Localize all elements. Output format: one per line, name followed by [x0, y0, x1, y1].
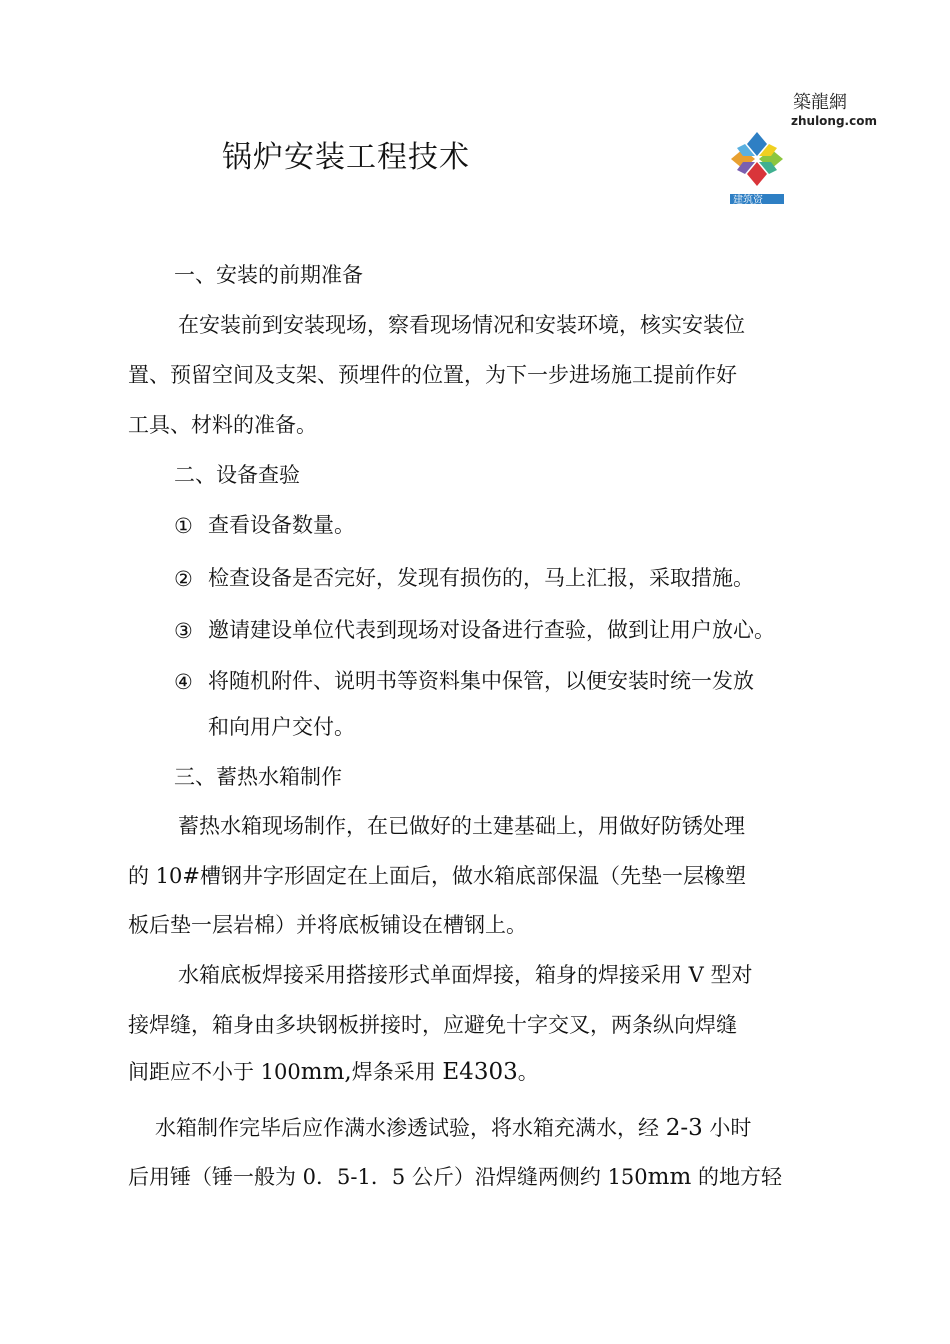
- paragraph-4-line-1-part-1: 水箱制作完毕后应作满水渗透试验，将水箱充满水，经: [155, 1116, 666, 1140]
- paragraph-4-hours-value: 2-3: [665, 1115, 703, 1141]
- paragraph-2-line-1: 蓄热水箱现场制作，在已做好的土建基础上，用做好防锈处理: [178, 814, 745, 838]
- list-item-2-number: ②: [174, 567, 193, 591]
- logo-domain: zhulong.com: [791, 114, 877, 128]
- paragraph-4-line-2-part-2: 的地方轻: [691, 1165, 782, 1189]
- paragraph-3-line-3-part-1: 间距应不小于 100: [128, 1060, 301, 1084]
- document-title: 锅炉安装工程技术: [222, 140, 470, 175]
- list-item-3-number: ③: [174, 619, 193, 643]
- paragraph-3-unit-mm: mm,: [300, 1059, 352, 1085]
- logo-bar-text: 建筑资: [733, 195, 763, 204]
- paragraph-3-line-2: 接焊缝，箱身由多块钢板拼接时，应避免十字交叉，两条纵向焊缝: [128, 1013, 737, 1037]
- paragraph-4-line-1-part-2: 小时: [702, 1116, 752, 1140]
- list-item-2-text: 检查设备是否完好，发现有损伤的，马上汇报，采取措施。: [208, 566, 754, 590]
- logo-name: 築龍網: [793, 92, 847, 113]
- paragraph-3-line-3-part-2: 焊条采用: [351, 1060, 443, 1084]
- list-item-3-text: 邀请建设单位代表到现场对设备进行查验，做到让用户放心。: [208, 618, 775, 642]
- section-heading-3: 三、蓄热水箱制作: [174, 765, 342, 789]
- paragraph-2-line-3: 板后垫一层岩棉）并将底板铺设在槽钢上。: [128, 913, 527, 937]
- logo-bar: [730, 194, 784, 204]
- paragraph-1-line-1: 在安装前到安装现场，察看现场情况和安装环境，核实安装位: [178, 313, 745, 337]
- paragraph-4-line-2-part-1: 后用锤（锤一般为 0．5-1．5 公斤）沿焊缝两侧约 150: [128, 1165, 648, 1189]
- list-item-4-text: 将随机附件、说明书等资料集中保管，以便安装时统一发放: [208, 669, 754, 693]
- paragraph-2-line-2: 的 10#槽钢井字形固定在上面后，做水箱底部保温（先垫一层橡塑: [128, 864, 746, 888]
- paragraph-1-line-2: 置、预留空间及支架、预埋件的位置，为下一步进场施工提前作好: [128, 363, 737, 387]
- paragraph-3-line-3-end: 。: [517, 1060, 539, 1084]
- section-heading-2: 二、设备查验: [174, 463, 300, 487]
- section-heading-1: 一、安装的前期准备: [174, 263, 363, 287]
- paragraph-3-line-1: 水箱底板焊接采用搭接形式单面焊接，箱身的焊接采用 V 型对: [178, 963, 753, 987]
- paragraph-4-line-2: [128, 1163, 782, 1191]
- paragraph-4-line-1: [155, 1114, 751, 1142]
- list-item-4-number: ④: [174, 670, 193, 694]
- paragraph-3-electrode-code: E4303: [442, 1059, 518, 1085]
- list-item-1-number: ①: [174, 514, 193, 538]
- paragraph-1-line-3: 工具、材料的准备。: [128, 413, 317, 437]
- zhulong-logo-icon: [727, 128, 787, 190]
- paragraph-3-line-3: [128, 1058, 539, 1086]
- list-item-1-text: 查看设备数量。: [208, 513, 355, 537]
- paragraph-4-unit-mm: mm: [647, 1164, 692, 1190]
- list-item-4-text-line-2: 和向用户交付。: [208, 715, 355, 739]
